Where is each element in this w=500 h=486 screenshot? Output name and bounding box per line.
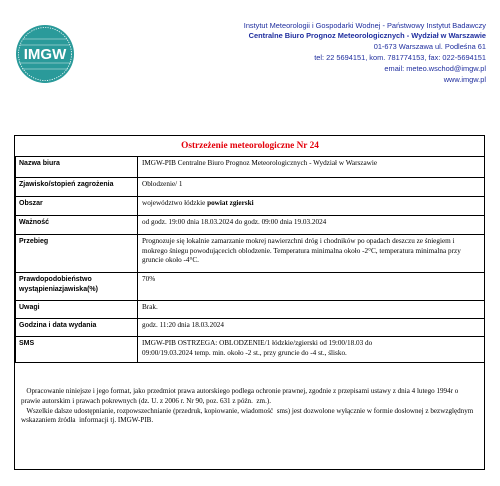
validity-label: Ważność bbox=[16, 216, 138, 235]
phone-line: tel: 22 5694151, kom. 781774153, fax: 022-5694151 bbox=[314, 53, 486, 62]
area-value bbox=[138, 197, 485, 216]
phenomenon-value: Oblodzenie/ 1 bbox=[138, 178, 485, 197]
validity-value: od godz. 19:00 dnia 18.03.2024 do godz. 09:00 dnia 19.03.2024 bbox=[138, 216, 485, 235]
table-row bbox=[16, 273, 485, 301]
address: 01-673 Warszawa ul. Podleśna 61 bbox=[373, 42, 486, 51]
warning-title: Ostrzeżenie meteorologiczne Nr 24 bbox=[181, 141, 319, 151]
sms-line-2: 09:00/19.03.2024 temp. min. około -2 st., przy gruncie do -4 st., ślisko. bbox=[142, 348, 347, 357]
course-value: Prognozuje się lokalnie zamarzanie mokrej nawierzchni dróg i chodników po opadach deszczu ze śniegiem i mokrego śniegu powodującecich oblodzenie. Temperatura minimalna około -2°C, temperatura minimalna przy gruncie około -4°C. bbox=[138, 235, 485, 273]
table-row bbox=[16, 178, 485, 197]
office-value: IMGW-PIB Centralne Biuro Prognoz Meteorologicznych - Wydział w Warszawie bbox=[138, 157, 485, 178]
area-voivodeship: województwo łódzkie bbox=[142, 199, 208, 207]
issued-value: godz. 11:20 dnia 18.03.2024 bbox=[138, 319, 485, 337]
phenomenon-label: Zjawisko/stopień zagrożenia bbox=[16, 178, 138, 197]
table-row bbox=[16, 216, 485, 235]
warning-table bbox=[15, 156, 485, 363]
table-row bbox=[16, 157, 485, 178]
area-label: Obszar bbox=[16, 197, 138, 216]
table-row bbox=[16, 235, 485, 273]
sms-value bbox=[138, 337, 485, 363]
sms-line-1: IMGW-PIB OSTRZEGA: OBLODZENIE/1 łódzkie/zgierski od 19:00/18.03 do bbox=[142, 339, 373, 347]
remarks-label: Uwagi bbox=[16, 301, 138, 319]
table-row bbox=[16, 319, 485, 337]
imgw-logo bbox=[15, 21, 75, 87]
bureau-name: Centralne Biuro Prognoz Meteorologicznych - Wydział w Warszawie bbox=[248, 31, 486, 40]
copyright-notice bbox=[21, 387, 479, 426]
area-county: powiat zgierski bbox=[207, 199, 254, 207]
remarks-value: Brak. bbox=[138, 301, 485, 319]
office-label: Nazwa biura bbox=[16, 157, 138, 178]
table-row bbox=[16, 197, 485, 216]
probability-label: Prawdopodobieństwo wystąpieniazjawiska(%) bbox=[16, 273, 138, 301]
sms-label: SMS bbox=[16, 337, 138, 363]
institute-name: Instytut Meteorologii i Gospodarki Wodnej - Państwowy Instytut Badawczy bbox=[243, 21, 486, 30]
table-row bbox=[16, 301, 485, 319]
course-label: Przebieg bbox=[16, 235, 138, 273]
copyright-paragraph-2: Wszelkie dalsze udostępnianie, rozpowszechnianie (przedruk, kopiowanie, wiadomość sms) jest dozwolone wyłącznie w formie dosłownej z bezwzględnym wskazaniem źródła informacji tj. IMGW-PIB. bbox=[21, 406, 476, 425]
svg-text:IMGW: IMGW bbox=[23, 46, 67, 63]
issued-label: Godzina i data wydania bbox=[16, 319, 138, 337]
table-row bbox=[16, 337, 485, 363]
email-line[interactable]: email: meteo.wschod@imgw.pl bbox=[384, 64, 486, 73]
copyright-paragraph-1: Opracowanie niniejsze i jego format, jako przedmiot prawa autorskiego podlega ochronie prawnej, zgodnie z przepisami ustawy z dnia 4 lutego 1994r o prawie autorskim i prawach pokrewnych (dz. U. z 2006 r. Nr 90, poz. 631 z późn. zm.). bbox=[21, 387, 461, 405]
website-line[interactable]: www.imgw.pl bbox=[443, 75, 486, 84]
probability-value: 70% bbox=[138, 273, 485, 301]
